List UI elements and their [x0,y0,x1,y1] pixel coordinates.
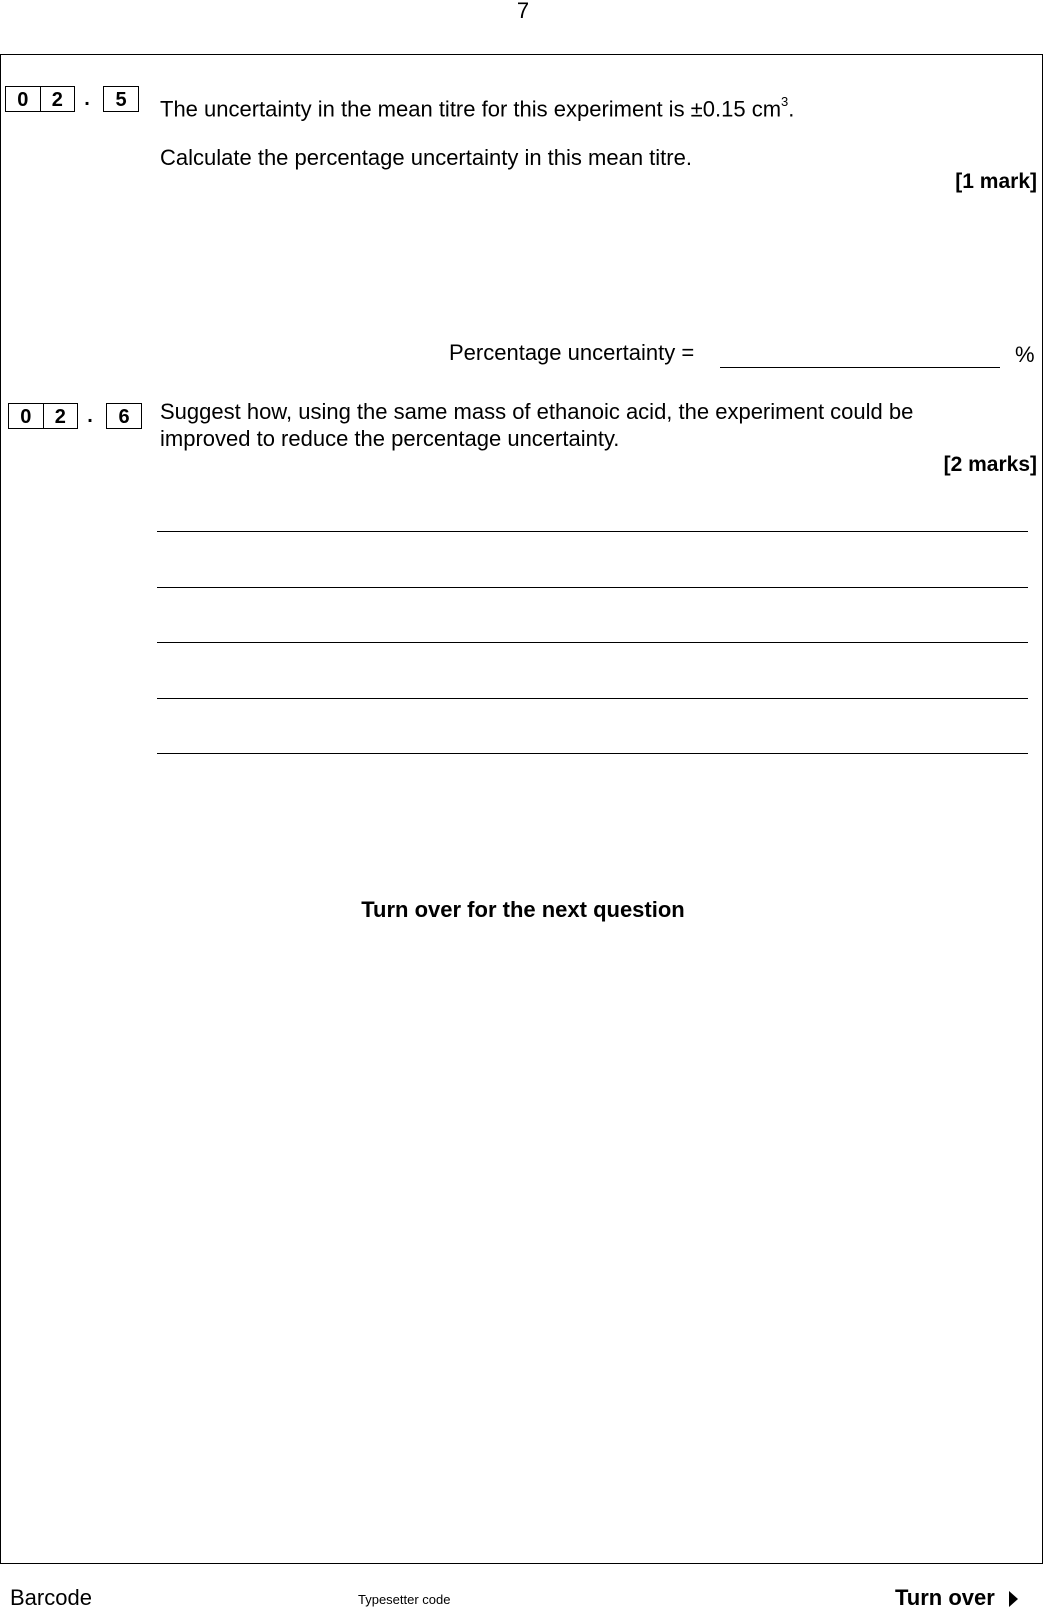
answer-line[interactable] [157,698,1028,699]
answer-line[interactable] [157,753,1028,754]
question-digit: 0 [17,89,29,111]
question-02-5-main: The uncertainty in the mean titre for this experiment is ±0.15 cm [160,96,782,122]
turn-over-label: Turn over [895,1585,995,1610]
answer-line[interactable] [157,531,1028,532]
typesetter-code-label: Typesetter code [358,1592,451,1607]
page-frame [0,54,1043,1564]
barcode-label: Barcode [10,1585,92,1610]
question-dot: . [87,404,93,427]
answer-label-percentage-uncertainty: Percentage uncertainty = [449,340,695,365]
answer-blank-percentage[interactable] [720,367,1000,368]
answer-line[interactable] [157,642,1028,643]
question-02-6-line-1: Suggest how, using the same mass of ethanoic acid, the experiment could be [160,399,914,424]
answer-unit-percent: % [1015,342,1035,367]
question-part-box: 6 [106,403,142,429]
question-02-5-end: . [788,96,795,122]
marks-02-5: [1 mark] [955,170,1037,193]
question-number-02-5 [5,86,139,112]
arrow-right-icon [1009,1591,1018,1607]
question-02-6-text [160,398,1020,452]
question-digit: 2 [40,87,75,111]
question-number-box [5,86,75,112]
question-part-box: 5 [103,86,139,112]
question-02-5-text [160,90,794,122]
turn-over-footer [895,1585,1018,1611]
question-digit: 0 [20,406,32,428]
question-02-5-instruction: Calculate the percentage uncertainty in this mean titre. [160,145,692,170]
turn-over-next-question-note: Turn over for the next question [361,897,685,922]
superscript-3: 3 [781,94,789,109]
marks-02-6: [2 marks] [943,453,1037,476]
question-digit: 2 [43,404,78,428]
answer-line[interactable] [157,587,1028,588]
question-number-box [8,403,78,429]
question-dot: . [84,87,90,110]
question-02-6-line-2: improved to reduce the percentage uncertainty. [160,426,620,451]
page-number: 7 [516,0,530,23]
question-number-02-6 [8,403,142,429]
